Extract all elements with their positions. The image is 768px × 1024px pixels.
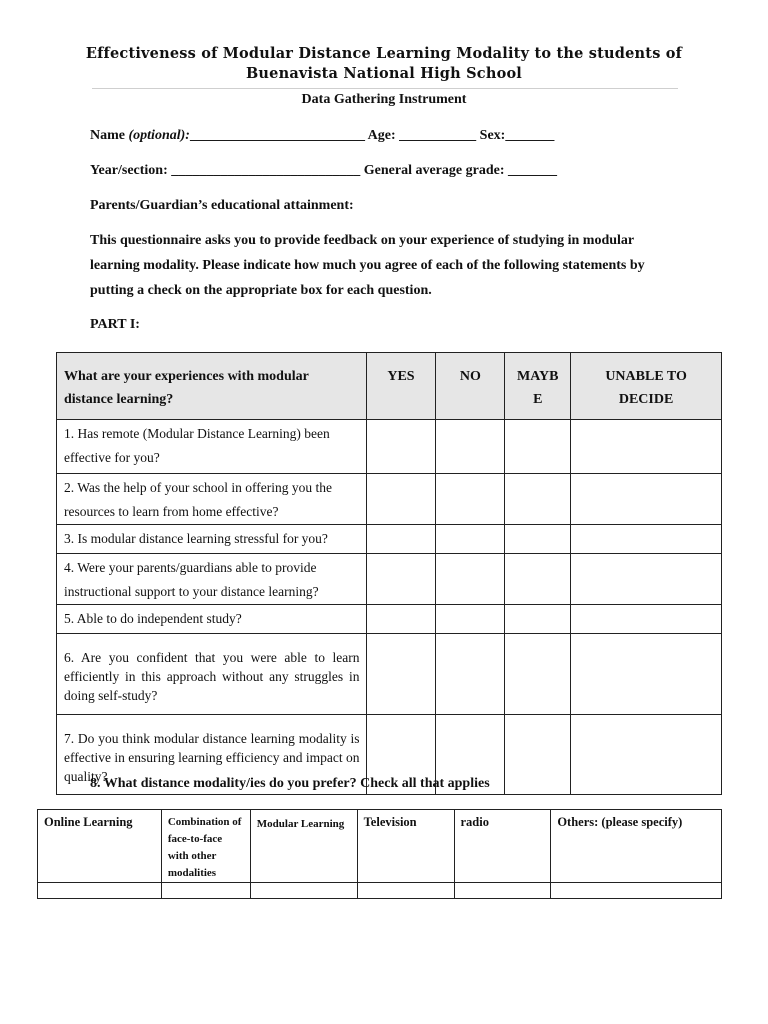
modular-learning-checkbox[interactable]	[250, 883, 357, 899]
maybe-checkbox[interactable]	[505, 715, 571, 795]
online-learning-checkbox[interactable]	[38, 883, 162, 899]
no-checkbox[interactable]	[436, 554, 505, 605]
maybe-line-2: E	[533, 392, 543, 407]
question-4: 4. Were your parents/guardians able to provide instructional support to your distance learning?	[57, 554, 367, 605]
maybe-line-1: MAYB	[516, 369, 559, 384]
question-1: 1. Has remote (Modular Distance Learning) been effective for you?	[57, 420, 367, 474]
modality-check-row	[38, 883, 722, 899]
table-row	[57, 525, 722, 554]
table-row	[57, 474, 722, 525]
question-6: 6. Are you confident that you were able to learn efficiently in this approach without any struggles in doing self-study?	[57, 634, 367, 715]
age-field[interactable]: Age: ___________	[364, 128, 477, 143]
yes-checkbox[interactable]	[366, 554, 436, 605]
yes-header: YES	[366, 353, 436, 420]
experience-table	[56, 352, 722, 795]
unable-checkbox[interactable]	[571, 554, 722, 605]
no-checkbox[interactable]	[436, 420, 505, 474]
title-line-1: Effectiveness of Modular Distance Learning Modality to the students of	[85, 45, 683, 62]
unable-checkbox[interactable]	[571, 715, 722, 795]
name-age-sex-line	[90, 128, 554, 144]
question-3: 3. Is modular distance learning stressful for you?	[57, 525, 367, 554]
maybe-checkbox[interactable]	[505, 554, 571, 605]
combination-header: Combination of face-to-face with other modalities	[161, 810, 250, 883]
title-line-2: Buenavista National High School	[245, 65, 523, 82]
maybe-checkbox[interactable]	[505, 474, 571, 525]
unable-checkbox[interactable]	[571, 634, 722, 715]
unable-header	[571, 353, 722, 420]
part-label: PART I:	[90, 317, 140, 332]
television-header: Television	[357, 810, 454, 883]
name-optional: (optional):	[128, 128, 190, 143]
title-divider	[92, 88, 678, 89]
others-header: Others: (please specify)	[551, 810, 722, 883]
online-learning-header: Online Learning	[38, 810, 162, 883]
maybe-checkbox[interactable]	[505, 605, 571, 634]
modality-preference-table	[37, 809, 722, 899]
modular-learning-header: Modular Learning	[250, 810, 357, 883]
question-8: 8. What distance modality/ies do you prefer? Check all that applies	[90, 776, 490, 791]
television-checkbox[interactable]	[357, 883, 454, 899]
combination-checkbox[interactable]	[161, 883, 250, 899]
unable-checkbox[interactable]	[571, 420, 722, 474]
radio-checkbox[interactable]	[454, 883, 551, 899]
sex-field[interactable]: Sex:_______	[476, 128, 555, 143]
question-5: 5. Able to do independent study?	[57, 605, 367, 634]
others-checkbox[interactable]	[551, 883, 722, 899]
yes-checkbox[interactable]	[366, 605, 436, 634]
question-7: 7. Do you think modular distance learning modality is effective in ensuring learning efficiency and impact on quality?	[57, 715, 367, 795]
unable-checkbox[interactable]	[571, 525, 722, 554]
document-title	[60, 44, 708, 84]
name-blank[interactable]: _________________________	[189, 128, 365, 143]
table-row	[57, 554, 722, 605]
modality-header-row	[38, 810, 722, 883]
unable-checkbox[interactable]	[571, 605, 722, 634]
instrument-subtitle: Data Gathering Instrument	[301, 92, 467, 107]
no-checkbox[interactable]	[436, 525, 505, 554]
maybe-header	[505, 353, 571, 420]
parents-attainment-line: Parents/Guardian’s educational attainment:	[90, 198, 354, 213]
no-checkbox[interactable]	[436, 474, 505, 525]
no-header: NO	[436, 353, 505, 420]
yes-checkbox[interactable]	[366, 420, 436, 474]
radio-header: radio	[454, 810, 551, 883]
table-row	[57, 420, 722, 474]
maybe-checkbox[interactable]	[505, 525, 571, 554]
table-header-row	[57, 353, 722, 420]
name-label: Name	[90, 128, 129, 143]
year-section-line[interactable]: Year/section: ___________________________ General average grade: _______	[90, 163, 557, 178]
instructions-paragraph: This questionnaire asks you to provide feedback on your experience of studying in modular learning modality. Please indicate how much you agree of each of the following statements by putting a check on the appropriate box for each question.	[90, 233, 645, 298]
unable-line-1: UNABLE TO	[605, 369, 687, 384]
yes-checkbox[interactable]	[366, 474, 436, 525]
no-checkbox[interactable]	[436, 605, 505, 634]
unable-line-2: DECIDE	[618, 392, 674, 407]
yes-checkbox[interactable]	[366, 525, 436, 554]
question-header: What are your experiences with modular distance learning?	[57, 353, 367, 420]
yes-checkbox[interactable]	[366, 634, 436, 715]
maybe-checkbox[interactable]	[505, 420, 571, 474]
no-checkbox[interactable]	[436, 634, 505, 715]
table-row	[57, 634, 722, 715]
unable-checkbox[interactable]	[571, 474, 722, 525]
table-row	[57, 605, 722, 634]
maybe-checkbox[interactable]	[505, 634, 571, 715]
question-2: 2. Was the help of your school in offering you the resources to learn from home effective?	[57, 474, 367, 525]
